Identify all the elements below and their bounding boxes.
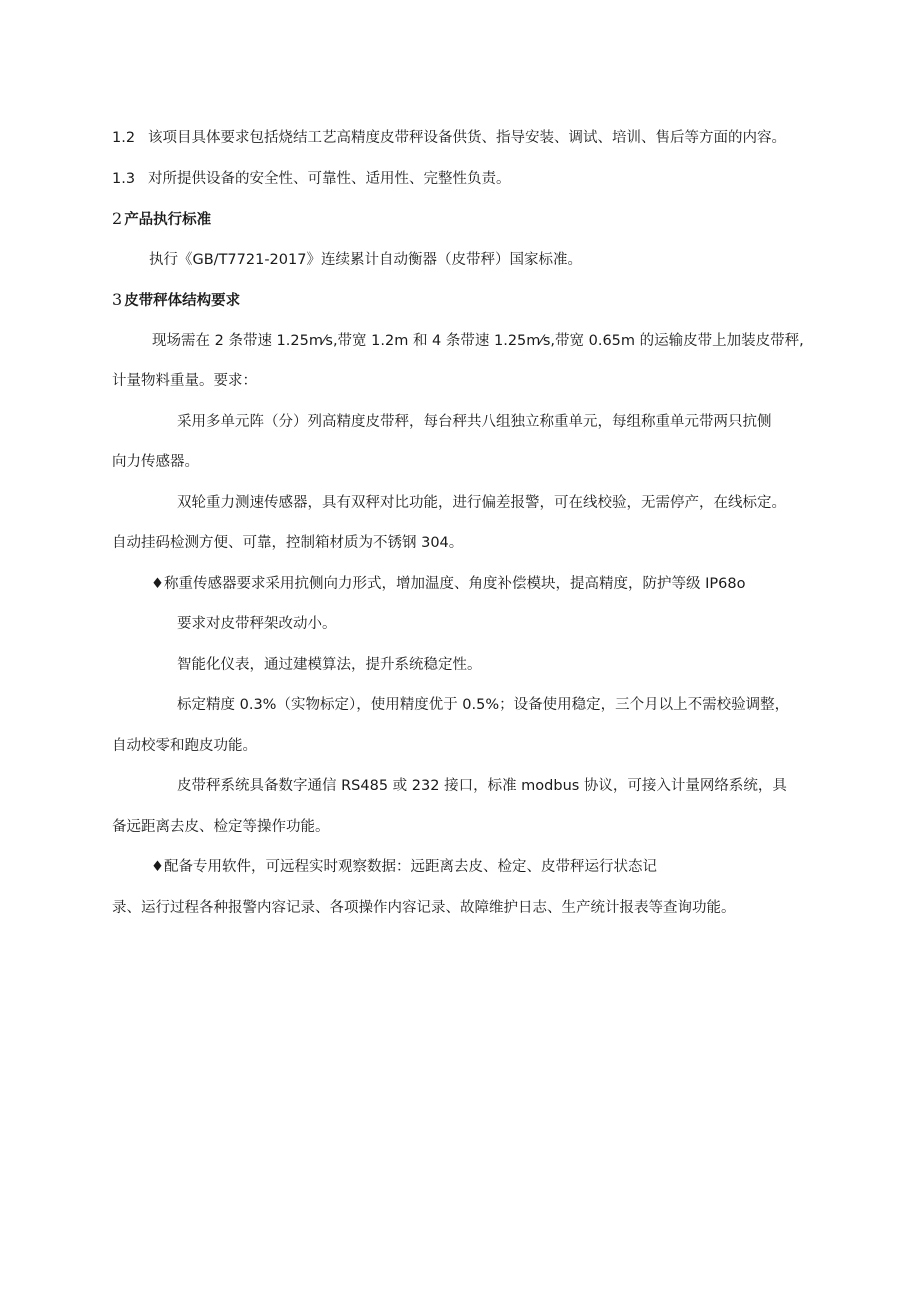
- section-title: 产品执行标准: [124, 212, 212, 228]
- paragraph-line: ♦称重传感器要求采用抗侧向力形式，增加温度、角度补偿模块，提高精度，防护等级 IP68o: [151, 576, 746, 592]
- section-number: 3: [112, 290, 123, 309]
- paragraph-line: 录、运行过程各种报警内容记录、各项操作内容记录、故障维护日志、生产统计报表等查询功能。: [112, 900, 736, 916]
- paragraph-line: 双轮重力测速传感器，具有双秤对比功能，进行偏差报警，可在线校验，无需停产，在线标定。: [177, 495, 786, 511]
- paragraph-line: 计量物料重量。要求：: [112, 373, 257, 389]
- paragraph-line: 要求对皮带秤架改动小。: [177, 616, 337, 632]
- paragraph-line: 皮带秤系统具备数字通信 RS485 或 232 接口，标准 modbus 协议，可接入计量网络系统，具: [177, 778, 787, 794]
- section-number: 2: [112, 209, 123, 228]
- section-2-heading: [112, 209, 211, 230]
- paragraph-line: 备远距离去皮、检定等操作功能。: [112, 819, 330, 835]
- section-title: 皮带秤体结构要求: [124, 293, 241, 309]
- paragraph-line: 自动校零和跑皮功能。: [112, 738, 257, 754]
- paragraph-line: 自动挂码检测方便、可靠，控制箱材质为不锈钢 304。: [112, 535, 464, 551]
- item-1-3: [112, 169, 511, 189]
- section-3-heading: [112, 290, 240, 311]
- paragraph-line: 采用多单元阵（分）列高精度皮带秤，每台秤共八组独立称重单元，每组称重单元带两只抗侧: [177, 414, 772, 430]
- paragraph-line: ♦配备专用软件，可远程实时观察数据：远距离去皮、检定、皮带秤运行状态记: [151, 859, 657, 875]
- section-2-text: 执行《GB/T7721-2017》连续累计自动衡器（皮带秤）国家标准。: [149, 252, 582, 268]
- item-number: 1.2: [112, 130, 136, 146]
- paragraph-line: 智能化仪表，通过建模算法，提升系统稳定性。: [177, 657, 482, 673]
- item-text: 该项目具体要求包括烧结工艺高精度皮带秤设备供货、指导安装、调试、培训、售后等方面的内容。: [148, 130, 786, 146]
- paragraph-line: 向力传感器。: [112, 454, 199, 470]
- item-1-2: [112, 128, 786, 148]
- item-number: 1.3: [112, 171, 136, 187]
- paragraph-line: 标定精度 0.3%（实物标定），使用精度优于 0.5%；设备使用稳定，三个月以上不需校验调整，: [177, 697, 790, 713]
- item-text: 对所提供设备的安全性、可靠性、适用性、完整性负责。: [148, 171, 511, 187]
- paragraph-line: 现场需在 2 条带速 1.25m⁄s,带宽 1.2m 和 4 条带速 1.25m⁄s,带宽 0.65m 的运输皮带上加装皮带秤,: [152, 333, 804, 349]
